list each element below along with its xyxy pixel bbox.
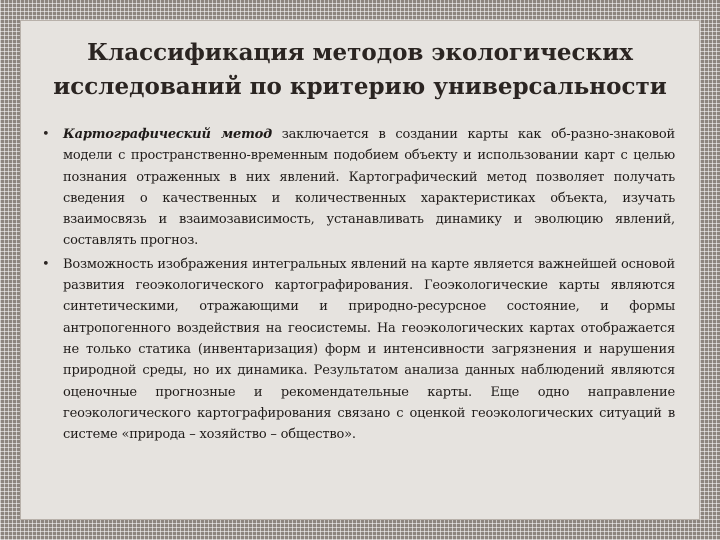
- bullet-text: Возможность изображения интегральных явлений на карте является важнейшей основой развития геоэкологического картографирования. Геоэкологические карты являются синтетическими, отражающими и природно-ресурсное состояние, и формы антропогенного воздействия на геосистемы. На геоэкологических картах отображается не только статика (инвентаризация) форм и интенсивности загрязнения и нарушения природной среды, но их динамика. Результатом анализа данных наблюдений являются оценочные прогнозные и рекомендательные карты. Еще одно направление геоэкологического картографирования связано с оценкой геоэкологических ситуаций в системе «природа – хозяйство – общество».: [63, 256, 675, 443]
- bullet-icon: •: [42, 256, 50, 272]
- bullet-item-geoecological-mapping: [42, 254, 675, 446]
- bullet-list: [42, 124, 676, 447]
- bullet-text: заключается в создании карты как об-разно-знаковой модели с пространственно-временным подобием объекту и использовании карт с целью познания отраженных в них явлений. Картографический метод позволяет получать сведения о качественных и количественных характеристиках объекта, изучать взаимосвязь и взаимозависимость, устанавливать динамику и эволюцию явлений, составлять прогноз.: [63, 127, 676, 249]
- bullet-item-cartographic-method: [42, 124, 676, 252]
- term-cartographic-method: Картографический метод: [63, 127, 272, 142]
- content-panel: [20, 20, 700, 520]
- slide-title: Классификация методов экологических исследований по критерию универсальности: [53, 39, 667, 100]
- bullet-icon: •: [42, 127, 50, 142]
